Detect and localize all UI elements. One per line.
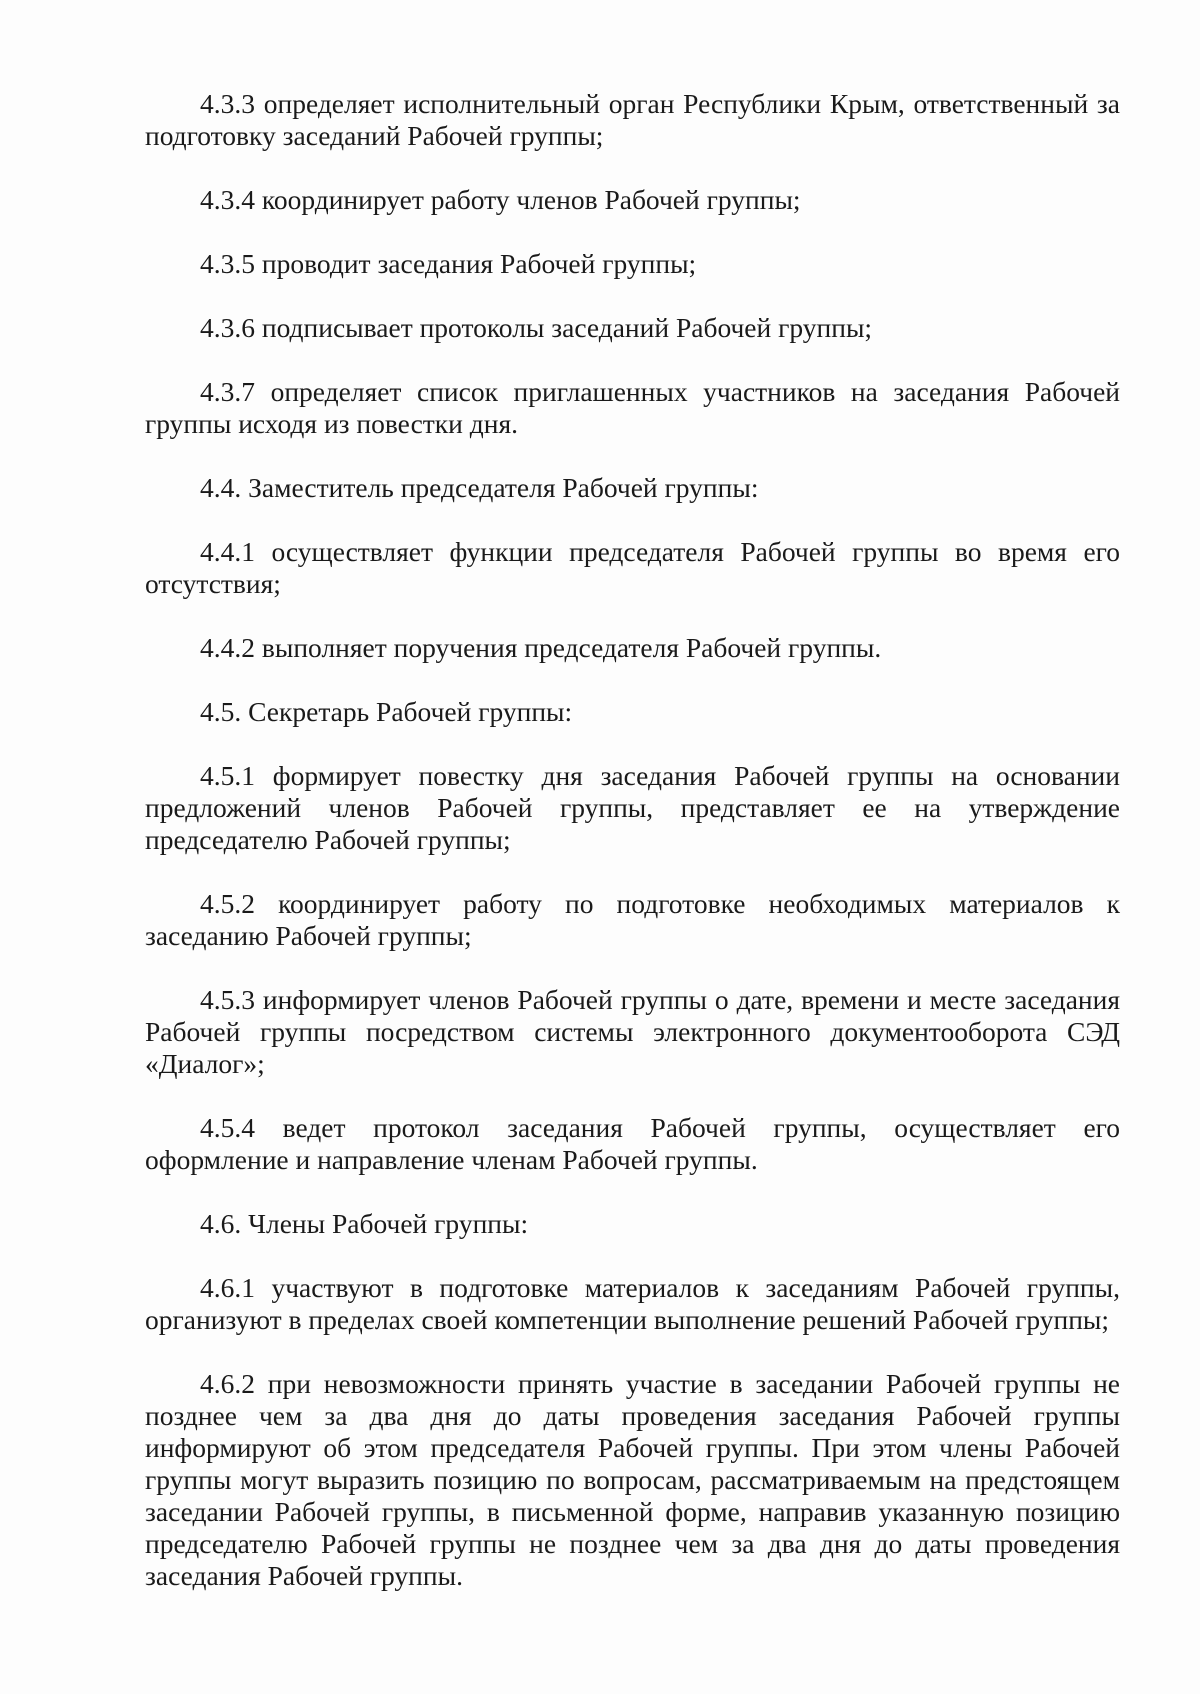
paragraph-4-6-2: 4.6.2 при невозможности принять участие в заседании Рабочей группы не позднее чем за два дня до даты проведения заседания Рабочей группы информируют об этом председателя Рабочей группы. При этом члены Рабочей группы могут выразить позицию по вопросам, рассматриваемым на предстоящем заседании Рабочей группы, в письменной форме, направив указанную позицию председателю Рабочей группы не позднее чем за два дня до даты проведения заседания Рабочей группы. <box>145 1368 1120 1591</box>
paragraph-4-3-3: 4.3.3 определяет исполнительный орган Республики Крым, ответственный за подготовку заседаний Рабочей группы; <box>145 88 1120 151</box>
paragraph-4-5-1: 4.5.1 формирует повестку дня заседания Рабочей группы на основании предложений членов Рабочей группы, представляет ее на утверждение председателю Рабочей группы; <box>145 760 1120 855</box>
paragraph-4-5-heading: 4.5. Секретарь Рабочей группы: <box>200 696 573 727</box>
paragraph-4-5-2: 4.5.2 координирует работу по подготовке необходимых материалов к заседанию Рабочей группы; <box>145 888 1120 951</box>
paragraph-4-3-5: 4.3.5 проводит заседания Рабочей группы; <box>200 248 697 279</box>
paragraph-4-6-1: 4.6.1 участвуют в подготовке материалов к заседаниям Рабочей группы, организуют в пределах своей компетенции выполнение решений Рабочей группы; <box>145 1272 1120 1335</box>
document-body <box>145 88 1120 1622</box>
paragraph-4-3-6: 4.3.6 подписывает протоколы заседаний Рабочей группы; <box>200 312 873 343</box>
paragraph-4-5-4: 4.5.4 ведет протокол заседания Рабочей группы, осуществляет его оформление и направление членам Рабочей группы. <box>145 1112 1120 1175</box>
paragraph-4-4-2: 4.4.2 выполняет поручения председателя Рабочей группы. <box>200 632 882 663</box>
paragraph-4-4-1: 4.4.1 осуществляет функции председателя Рабочей группы во время его отсутствия; <box>145 536 1120 599</box>
paragraph-4-3-7: 4.3.7 определяет список приглашенных участников на заседания Рабочей группы исходя из повестки дня. <box>145 376 1120 439</box>
paragraph-4-5-3: 4.5.3 информирует членов Рабочей группы о дате, времени и месте заседания Рабочей группы посредством системы электронного документооборота СЭД «Диалог»; <box>145 984 1120 1079</box>
paragraph-4-3-4: 4.3.4 координирует работу членов Рабочей группы; <box>200 184 801 215</box>
paragraph-4-6-heading: 4.6. Члены Рабочей группы: <box>200 1208 529 1239</box>
paragraph-4-4-heading: 4.4. Заместитель председателя Рабочей группы: <box>200 472 759 503</box>
